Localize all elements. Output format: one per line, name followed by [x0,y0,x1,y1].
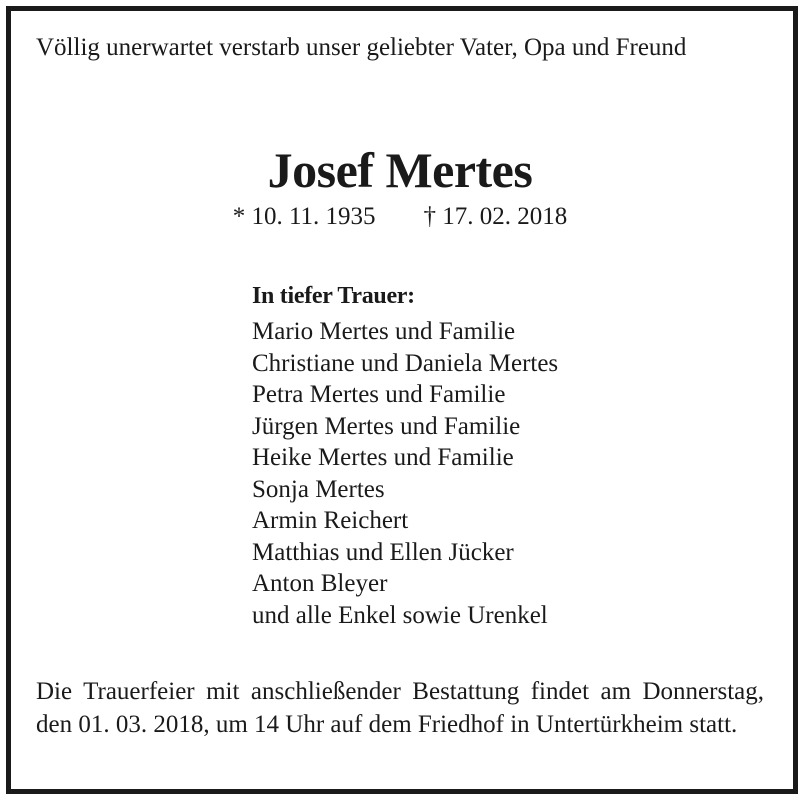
mourner-item: Christiane und Daniela Mertes [252,349,559,377]
mourner-item: Heike Mertes und Familie [252,444,514,471]
birth-date: * 10. 11. 1935 [232,203,376,230]
mourner-item: Sonja Mertes [252,475,385,503]
life-dates [0,200,800,234]
mourner-item: Mario Mertes und Familie [252,318,516,345]
mourner-item: Jürgen Mertes und Familie [252,412,521,440]
mourner-item: Matthias und Ellen Jücker [252,538,514,566]
mourners-block [252,280,752,631]
mourner-item: Armin Reichert [252,507,409,534]
death-date: † 17. 02. 2018 [423,203,568,230]
mourner-item: Petra Mertes und Familie [252,381,506,408]
mourner-item: Anton Bleyer [252,570,388,597]
mourner-item: und alle Enkel sowie Urenkel [252,601,548,629]
deceased-name: Josef Mertes [267,142,533,198]
mourners-heading: In tiefer Trauer: [252,283,415,309]
ceremony-text: Die Trauerfeier mit anschließender Bestattung findet am Donnerstag, den 01. 03. 2018, um 14 Uhr auf dem Friedhof in Untertürkheim statt. [36,678,764,738]
mourners-list [252,316,752,631]
intro-text: Völlig unerwartet verstarb unser geliebter Vater, Opa und Freund [36,34,687,61]
